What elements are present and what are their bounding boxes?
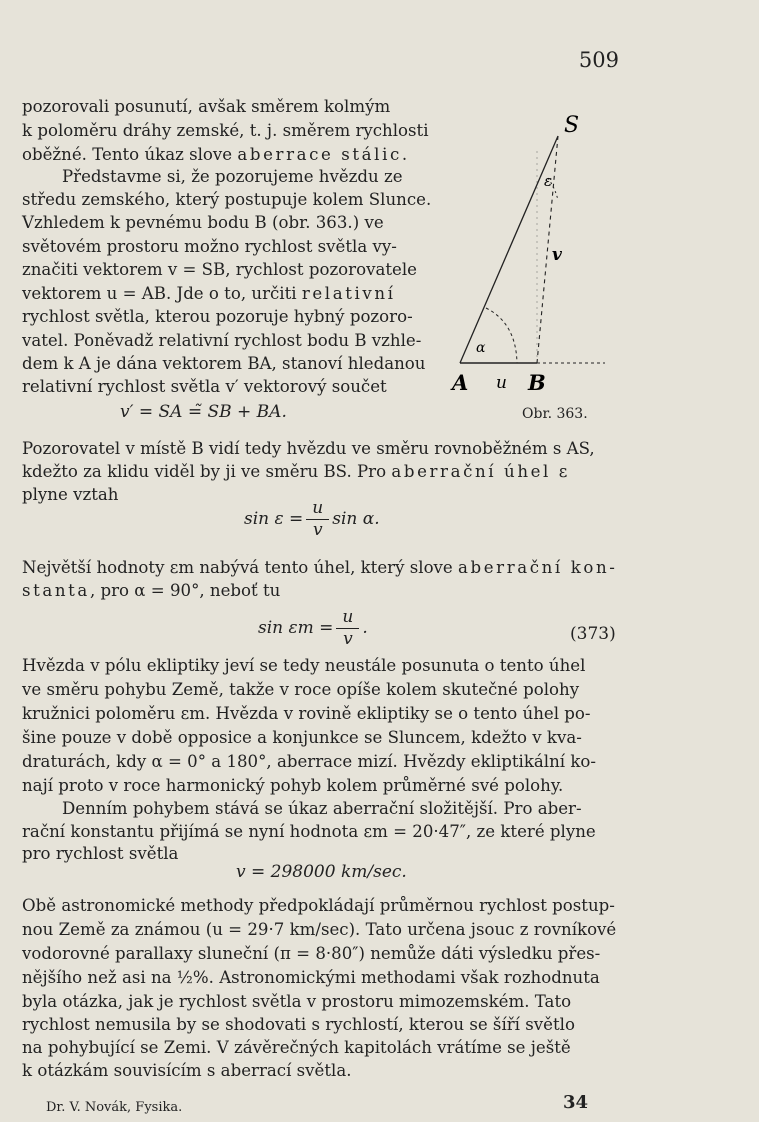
text-line: dem k A je dána vektorem BA, stanoví hledanou: [22, 354, 426, 373]
text-line: Vzhledem k pevnému bodu B (obr. 363.) ve: [22, 213, 384, 232]
aberration-diagram: [440, 108, 630, 408]
sheet-number: 34: [563, 1092, 589, 1113]
text-line: kružnici poloměru εm. Hvězda v rovině ekliptiky se o tento úhel po-: [22, 704, 591, 723]
angle-alpha-arc: [486, 308, 517, 363]
label-S: S: [564, 113, 580, 138]
text-line: Obě astronomické methody předpokládají průměrnou rychlost postup-: [22, 896, 615, 915]
text-line: nají proto v roce harmonický pohyb kolem průměrné své polohy.: [22, 776, 564, 795]
text-line: nou Země za známou (u = 29·7 km/sec). Tato určena jsouc z rovníkové: [22, 920, 617, 939]
text-line: rychlost světla, kterou pozoruje hybný pozoro-: [22, 307, 413, 326]
text-line: Hvězda v pólu ekliptiky jeví se tedy neustále posunuta o tento úhel: [22, 656, 586, 675]
label-eps: ε: [544, 172, 553, 190]
text-line: středu zemského, který postupuje kolem Slunce.: [22, 190, 432, 209]
text-line: Největší hodnoty εm nabývá tento úhel, který slove aberrační kon-: [22, 558, 618, 577]
label-v: v: [552, 245, 562, 265]
label-alpha: α: [476, 340, 486, 356]
text-line: kdežto za klidu viděl by ji ve směru BS. Pro aberrační úhel ε: [22, 462, 571, 481]
text-line: k otázkám souvisícím s aberrací světla.: [22, 1061, 352, 1080]
text-line: nějšího než asi na ½%. Astronomickými methodami však rozhodnuta: [22, 968, 600, 987]
text-line: ve směru pohybu Země, takže v roce opíše kolem skutečné polohy: [22, 680, 580, 699]
equation-vector-sum: v′ = SA =̃ SB + BA.: [120, 402, 287, 422]
text-line: Pozorovatel v místě B vidí tedy hvězdu ve směru rovnoběžném s AS,: [22, 439, 595, 458]
footer-author: Dr. V. Novák, Fysika.: [46, 1100, 183, 1115]
text-line: rychlost nemusila by se shodovati s rychlostí, kterou se šíří světlo: [22, 1015, 575, 1034]
text-line: byla otázka, jak je rychlost světla v prostoru mimozemském. Tato: [22, 992, 572, 1011]
equation-speed-of-light: v = 298000 km/sec.: [236, 862, 407, 882]
text-line: šine pouze v době opposice a konjunkce se Sluncem, kdežto v kva-: [22, 728, 582, 747]
equation-373: sin εm = $\frac{u}{v}$ .: [258, 607, 368, 649]
text-line: draturách, kdy α = 0° a 180°, aberrace mizí. Hvězdy ekliptikální ko-: [22, 752, 597, 771]
equation-sin-eps: sin ε = $\frac{u}{v}$ sin α.: [244, 498, 380, 540]
text-line: značiti vektorem v = SB, rychlost pozorovatele: [22, 260, 417, 279]
equation-number: (373): [570, 624, 616, 644]
text-line: vatel. Poněvadž relativní rychlost bodu B vzhle-: [22, 331, 422, 350]
text-line: stanta, pro α = 90°, neboť tu: [22, 581, 281, 600]
text-line: oběžné. Tento úkaz slove aberrace stálic.: [22, 145, 410, 164]
text-line: pro rychlost světla: [22, 844, 179, 863]
label-B: B: [528, 370, 546, 395]
figure-caption: Obr. 363.: [522, 406, 588, 422]
text-line: rační konstantu přijímá se nyní hodnota εm = 20·47″, ze které plyne: [22, 822, 596, 841]
text-line: vodorovné parallaxy sluneční (π = 8·80″) nemůže dáti výsledku přes-: [22, 944, 601, 963]
text-line: plyne vztah: [22, 485, 119, 504]
label-u: u: [496, 373, 507, 393]
page-number: 509: [578, 48, 619, 72]
text-line: relativní rychlost světla v′ vektorový součet: [22, 377, 387, 396]
text-line: k poloměru dráhy zemské, t. j. směrem rychlosti: [22, 121, 429, 140]
text-line: pozorovali posunutí, avšak směrem kolmým: [22, 97, 391, 116]
text-line: vektorem u = AB. Jde o to, určiti relativní: [22, 284, 396, 303]
text-line: Denním pohybem stává se úkaz aberrační složitější. Pro aber-: [62, 799, 582, 818]
label-A: A: [452, 370, 469, 395]
text-line: Představme si, že pozorujeme hvězdu ze: [62, 167, 403, 186]
text-line: na pohybující se Zemi. V závěrečných kapitolách vrátíme se ještě: [22, 1038, 571, 1057]
text-line: světovém prostoru možno rychlost světla vy-: [22, 237, 397, 256]
